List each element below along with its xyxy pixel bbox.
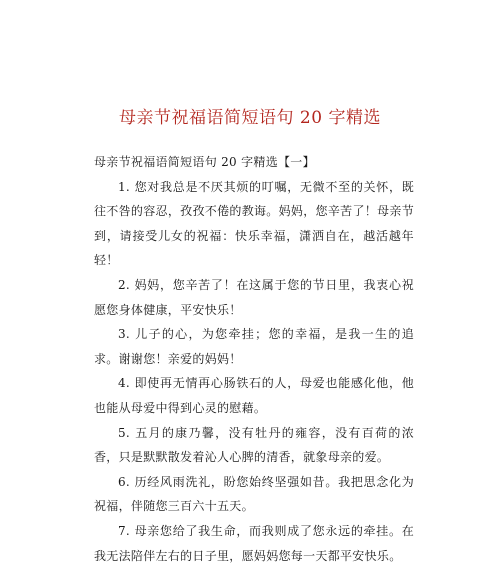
paragraph-3: 3. 儿子的心，为您牵挂；您的幸福，是我一生的追求。谢谢您！亲爱的妈妈！ <box>94 327 414 366</box>
document-title: 母亲节祝福语简短语句 20 字精选 <box>119 108 381 128</box>
document-body <box>94 150 414 568</box>
paragraph-2: 2. 妈妈，您辛苦了！在这属于您的节日里，我衷心祝愿您身体健康，平安快乐！ <box>94 277 414 317</box>
paragraph-6: 6. 历经风雨洗礼，盼您始终坚强如昔。我把思念化为祝福，伴随您三百六十五天。 <box>94 474 414 514</box>
paragraph-1: 1. 您对我总是不厌其烦的叮嘱，无微不至的关怀，既往不咎的容忍，孜孜不倦的教诲。妈妈，您辛苦了！母亲节到，请接受儿女的祝福：快乐幸福，潇洒自在，越活越年轻！ <box>94 179 414 268</box>
paragraph-4: 4. 即使再无情再心肠铁石的人，母爱也能感化他，他也能从母爱中得到心灵的慰藉。 <box>94 376 414 415</box>
paragraph-5: 5. 五月的康乃馨，没有牡丹的雍容，没有百荷的浓香，只是默默散发着沁人心脾的清香，就象母亲的爱。 <box>94 425 414 465</box>
section-subtitle: 母亲节祝福语简短语句 20 字精选【一】 <box>94 155 315 169</box>
paragraph-7: 7. 母亲您给了我生命，而我则成了您永远的牵挂。在我无法陪伴左右的日子里，愿妈妈您每一天都平安快乐。 <box>94 523 414 563</box>
